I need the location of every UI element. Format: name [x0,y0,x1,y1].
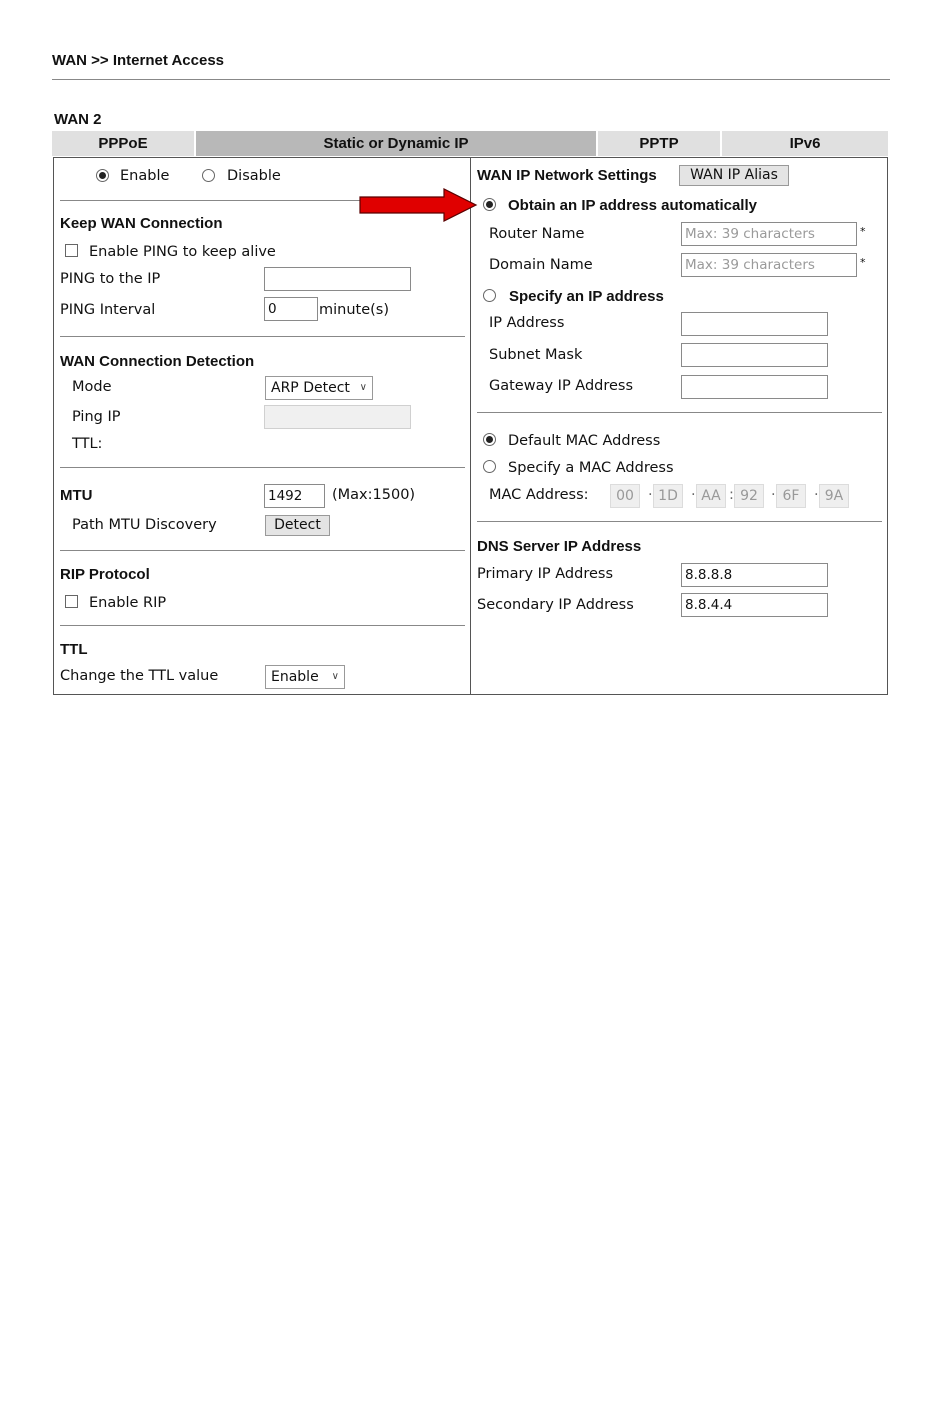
domain-name-label: Domain Name [489,257,593,273]
mtu-title: MTU [60,487,93,504]
router-name-required: * [860,225,866,238]
subnet-mask-input[interactable] [681,343,828,367]
mac-octet-input[interactable]: 00 [610,484,640,508]
mac-octet-input[interactable]: 9A [819,484,849,508]
rip-title: RIP Protocol [60,566,150,583]
mac-octet-input[interactable]: AA [696,484,726,508]
disable-radio[interactable] [202,169,215,182]
gateway-input[interactable] [681,375,828,399]
router-name-label: Router Name [489,226,585,242]
mac-separator: · [771,487,776,503]
section-divider [60,625,465,626]
ping-ip-label: PING to the IP [60,271,161,287]
chevron-down-icon: ∨ [331,671,339,682]
primary-dns-label: Primary IP Address [477,566,614,582]
title-divider [52,79,890,80]
tab-static-dynamic-ip[interactable]: Static or Dynamic IP [196,131,598,156]
enable-rip-label: Enable RIP [89,595,167,611]
ttl-detect-label: TTL: [72,436,103,452]
default-mac-radio[interactable] [483,433,496,446]
section-divider [60,336,465,337]
wan-label: WAN 2 [54,111,102,128]
mac-separator: · [814,487,819,503]
secondary-dns-label: Secondary IP Address [477,597,634,613]
red-arrow-icon [358,188,478,224]
ping-alive-checkbox[interactable] [65,244,78,257]
tab-pptp[interactable]: PPTP [598,131,722,156]
section-divider [60,200,365,201]
specify-ip-label: Specify an IP address [509,288,664,305]
chevron-down-icon: ∨ [359,382,367,393]
wan-ip-alias-button[interactable]: WAN IP Alias [679,165,789,186]
ping-interval-label: PING Interval [60,302,156,318]
mode-select-value: ARP Detect [271,380,350,396]
mac-separator: · [691,487,696,503]
tab-pppoe[interactable]: PPPoE [52,131,196,156]
ping-interval-unit: minute(s) [319,302,390,318]
change-ttl-select[interactable] [265,665,345,689]
mac-separator: : [729,487,734,503]
obtain-ip-label: Obtain an IP address automatically [508,197,757,214]
enable-rip-checkbox[interactable] [65,595,78,608]
tab-ipv6[interactable]: IPv6 [722,131,888,156]
ip-address-input[interactable] [681,312,828,336]
ping-ip-detect-label: Ping IP [72,409,121,425]
section-divider [60,467,465,468]
mode-select[interactable] [265,376,373,400]
domain-name-input[interactable]: Max: 39 characters [681,253,857,277]
gateway-label: Gateway IP Address [489,378,634,394]
detection-title: WAN Connection Detection [60,353,255,370]
column-divider [470,157,471,695]
mtu-max-text: (Max:1500) [332,487,416,503]
ping-ip-input[interactable] [264,267,411,291]
dns-title: DNS Server IP Address [477,538,642,555]
ip-address-label: IP Address [489,315,565,331]
mac-address-label: MAC Address: [489,487,589,503]
obtain-ip-radio[interactable] [483,198,496,211]
detect-button[interactable]: Detect [265,515,330,536]
mtu-input[interactable]: 1492 [264,484,325,508]
change-ttl-value: Enable [271,669,319,685]
ttl-title: TTL [60,641,88,658]
ping-alive-label: Enable PING to keep alive [89,244,276,260]
mac-octet-input[interactable]: 6F [776,484,806,508]
network-settings-title: WAN IP Network Settings [477,167,657,184]
tab-bar [52,131,888,156]
primary-dns-input[interactable]: 8.8.8.8 [681,563,828,587]
section-divider [60,550,465,551]
mode-label: Mode [72,379,112,395]
router-name-input[interactable]: Max: 39 characters [681,222,857,246]
keep-wan-title: Keep WAN Connection [60,215,223,232]
default-mac-label: Default MAC Address [508,433,661,449]
ping-interval-input[interactable]: 0 [264,297,318,321]
section-divider [477,521,882,522]
domain-name-required: * [860,256,866,269]
specify-mac-radio[interactable] [483,460,496,473]
change-ttl-label: Change the TTL value [60,668,219,684]
specify-ip-radio[interactable] [483,289,496,302]
ping-ip-detect-input[interactable] [264,405,411,429]
mac-octet-input[interactable]: 92 [734,484,764,508]
enable-label: Enable [120,168,170,184]
disable-label: Disable [227,168,281,184]
mac-octet-input[interactable]: 1D [653,484,683,508]
enable-radio[interactable] [96,169,109,182]
secondary-dns-input[interactable]: 8.8.4.4 [681,593,828,617]
subnet-mask-label: Subnet Mask [489,347,583,363]
page-title: WAN >> Internet Access [52,52,225,69]
mac-separator: · [648,487,653,503]
section-divider [477,412,882,413]
specify-mac-label: Specify a MAC Address [508,460,674,476]
path-mtu-label: Path MTU Discovery [72,517,217,533]
